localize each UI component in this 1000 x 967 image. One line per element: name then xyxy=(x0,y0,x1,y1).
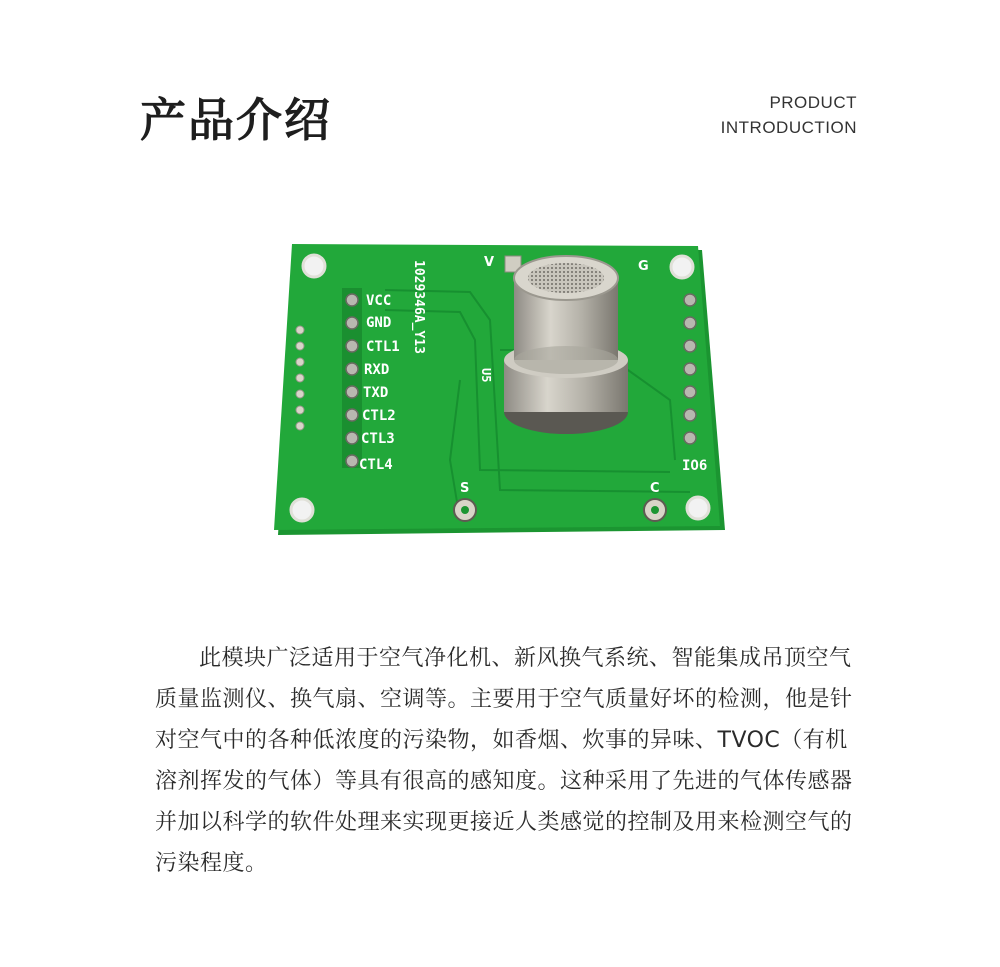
silkscreen-io6: IO6 xyxy=(682,458,708,474)
pin-label-ctl3: CTL3 xyxy=(361,431,395,447)
pin-label-rxd: RXD xyxy=(364,362,390,378)
silkscreen-g: G xyxy=(638,259,649,274)
silkscreen-s: S xyxy=(460,481,470,496)
page-subtitle-english xyxy=(721,90,857,140)
silkscreen-v: V xyxy=(484,255,495,270)
pin-label-ctl1: CTL1 xyxy=(366,339,400,355)
gas-sensor xyxy=(504,256,628,434)
page-title: 产品介绍 xyxy=(140,93,332,147)
part-number: 1029346A_Y13 xyxy=(411,260,426,354)
left-header-pins xyxy=(342,288,362,468)
pin-label-txd: TXD xyxy=(363,385,389,401)
silkscreen-c: C xyxy=(650,481,660,496)
pin-label-vcc: VCC xyxy=(366,293,392,309)
subtitle-line-introduction: INTRODUCTION xyxy=(720,118,857,137)
subtitle-line-product: PRODUCT xyxy=(769,93,857,112)
product-description: 此模块广泛适用于空气净化机、新风换气系统、智能集成吊顶空气质量监测仪、换气扇、空调等。主要用于空气质量好坏的检测，他是针对空气中的各种低浓度的污染物，如香烟、炊事的异味、TVOC（有机溶剂挥发的气体）等具有很高的感知度。这种采用了先进的气体传感器并加以科学的软件处理来实现更接近人类感觉的控制及用来检测空气的污染程度。 xyxy=(155,646,853,876)
pin-label-ctl4: CTL4 xyxy=(359,457,393,473)
silkscreen-u5: U5 xyxy=(479,368,493,383)
pin-label-gnd: GND xyxy=(366,315,392,331)
pin-label-ctl2: CTL2 xyxy=(362,408,396,424)
product-photo xyxy=(270,230,740,550)
